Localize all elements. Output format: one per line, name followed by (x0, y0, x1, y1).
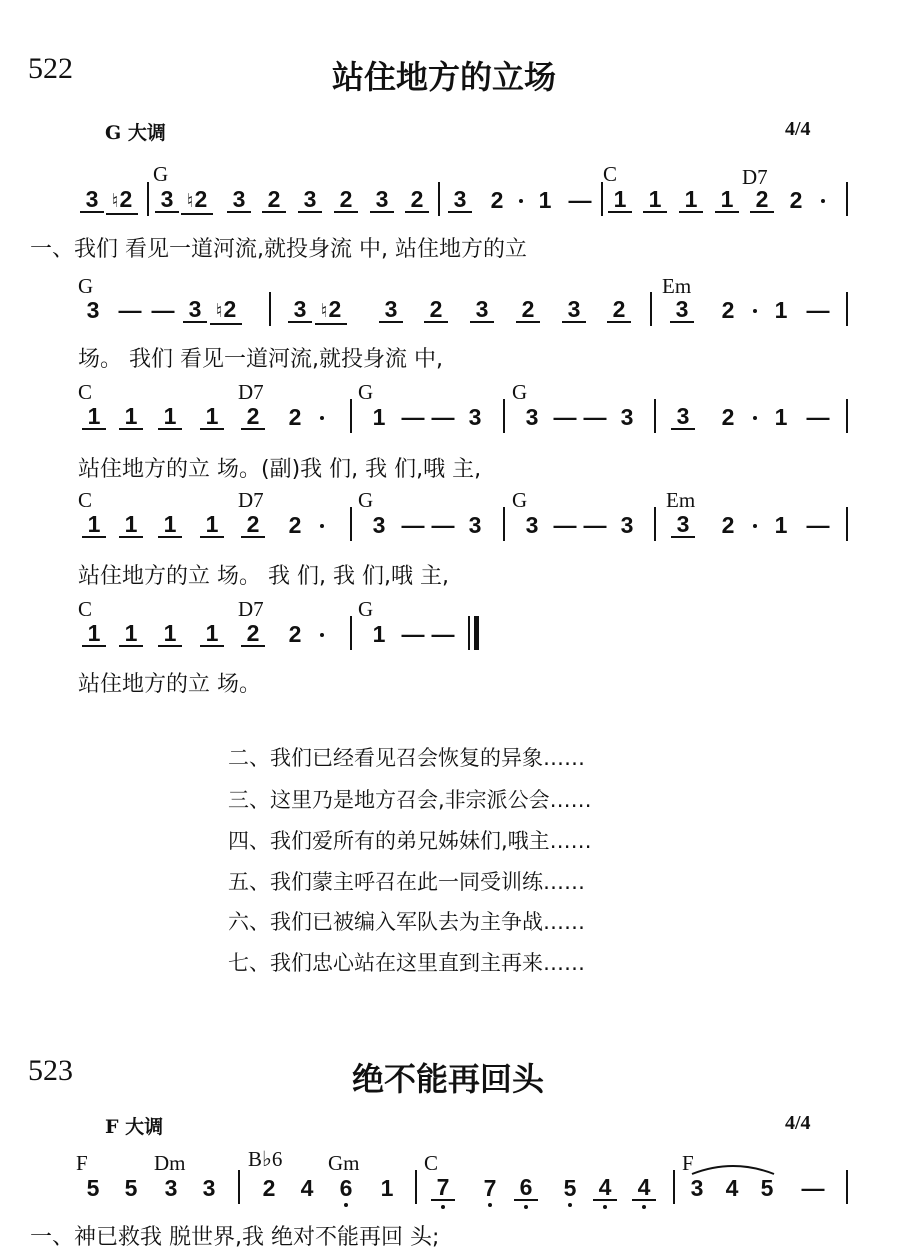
note: 3 (670, 297, 694, 323)
verse-line: 五、我们蒙主呼召在此一同受训练…… (228, 870, 585, 894)
note: 1 (200, 404, 224, 430)
note: 3 (448, 187, 472, 213)
note: 2 (490, 187, 504, 213)
chord: B♭6 (248, 1147, 283, 1171)
note: 6 (514, 1175, 538, 1201)
chord: C (78, 597, 93, 621)
low-octave-dot (642, 1205, 646, 1209)
note: 1 (119, 404, 143, 430)
chord: Dm (154, 1151, 186, 1175)
dash: — (553, 512, 577, 538)
dash: — (801, 1175, 825, 1201)
dash: — (553, 404, 577, 430)
note: 2 (789, 187, 803, 213)
note: 7 (483, 1175, 497, 1201)
barline (650, 292, 652, 326)
note: 4 (593, 1175, 617, 1201)
note: 4 (725, 1175, 739, 1201)
lyric-line: 一、神已救我 脱世界,我 绝对不能再回 头; (30, 1225, 440, 1250)
note: 3 (86, 297, 100, 323)
verse-line: 四、我们爱所有的弟兄姊妹们,哦主…… (228, 829, 592, 853)
slur-mark (690, 1160, 776, 1176)
chord: D7 (238, 597, 264, 621)
barline (350, 507, 352, 541)
chord: C (78, 380, 93, 404)
note: 3 (298, 187, 322, 213)
verse-line: 七、我们忠心站在这里直到主再来…… (228, 951, 585, 975)
note: 1 (119, 512, 143, 538)
barline (846, 399, 848, 433)
dot (753, 416, 757, 420)
barline (503, 507, 505, 541)
note: ♮2 (181, 187, 213, 215)
dash: — (431, 404, 455, 430)
dash: — (401, 621, 425, 647)
note: 2 (721, 297, 735, 323)
note: 3 (620, 404, 634, 430)
note: 1 (158, 404, 182, 430)
final-barline (474, 616, 479, 650)
note: 1 (200, 512, 224, 538)
chord: G (153, 162, 169, 186)
note: 2 (750, 187, 774, 213)
note: 5 (86, 1175, 100, 1201)
hymn-title: 绝不能再回头 (352, 1060, 545, 1098)
lyric-line: 一、我们 看见一道河流,就投身流 中, 站住地方的立 (30, 237, 527, 262)
dash: — (151, 297, 175, 323)
chord: D7 (238, 380, 264, 404)
lyric-line: 站住地方的立 场。(副)我 们, 我 们,哦 主, (78, 457, 482, 482)
dot (320, 416, 324, 420)
note: 3 (470, 297, 494, 323)
note: ♮2 (315, 297, 347, 325)
note: 2 (516, 297, 540, 323)
dot (320, 524, 324, 528)
note: 3 (525, 404, 539, 430)
note: 2 (721, 404, 735, 430)
note: 2 (424, 297, 448, 323)
note: 2 (405, 187, 429, 213)
note: 2 (262, 187, 286, 213)
chord: C (603, 162, 618, 186)
note: 3 (80, 187, 104, 213)
barline (654, 507, 656, 541)
barline (601, 182, 603, 216)
chord: D7 (238, 488, 264, 512)
note: 3 (671, 512, 695, 538)
hymn-title: 站住地方的立场 (332, 58, 557, 96)
low-octave-dot (441, 1205, 445, 1209)
chord: G (358, 488, 374, 512)
note: 6 (339, 1175, 353, 1201)
note: 5 (124, 1175, 138, 1201)
note: 1 (774, 404, 788, 430)
dot (753, 524, 757, 528)
note: 3 (227, 187, 251, 213)
note: 2 (288, 621, 302, 647)
time-signature: 4/4 (785, 1112, 811, 1134)
verse-line: 二、我们已经看见召会恢复的异象…… (228, 746, 585, 770)
note: 2 (288, 512, 302, 538)
barline (350, 399, 352, 433)
barline (147, 182, 149, 216)
barline (238, 1170, 240, 1204)
chord: Em (666, 488, 696, 512)
note: 3 (468, 404, 482, 430)
note: 1 (158, 512, 182, 538)
chord: Em (662, 274, 692, 298)
note: 3 (525, 512, 539, 538)
barline (503, 399, 505, 433)
note: 2 (721, 512, 735, 538)
note: 5 (563, 1175, 577, 1201)
barline (846, 1170, 848, 1204)
low-octave-dot (488, 1203, 492, 1207)
chord: F (682, 1151, 694, 1175)
dot (753, 309, 757, 313)
dash: — (118, 297, 142, 323)
note: 3 (671, 404, 695, 430)
note: 1 (82, 621, 106, 647)
dash: — (583, 512, 607, 538)
dot (320, 633, 324, 637)
note: 3 (562, 297, 586, 323)
note: 3 (183, 297, 207, 323)
note: 3 (379, 297, 403, 323)
note: 7 (431, 1175, 455, 1201)
dash: — (806, 404, 830, 430)
note: 1 (715, 187, 739, 213)
time-signature: 4/4 (785, 118, 811, 140)
note: 3 (468, 512, 482, 538)
dash: — (401, 512, 425, 538)
dash: — (568, 187, 592, 213)
note: 1 (119, 621, 143, 647)
barline (350, 616, 352, 650)
barline (846, 182, 848, 216)
barline (673, 1170, 675, 1204)
low-octave-dot (344, 1203, 348, 1207)
note: 3 (288, 297, 312, 323)
note: 1 (608, 187, 632, 213)
lyric-line: 站住地方的立 场。 (78, 672, 261, 697)
chord: C (424, 1151, 439, 1175)
low-octave-dot (568, 1203, 572, 1207)
chord: C (78, 488, 93, 512)
barline (846, 292, 848, 326)
note: 3 (164, 1175, 178, 1201)
dot (821, 199, 825, 203)
note: 1 (158, 621, 182, 647)
chord: G (78, 274, 94, 298)
note: 3 (155, 187, 179, 213)
barline (415, 1170, 417, 1204)
key-signature: G 大调 (105, 122, 166, 144)
note: 2 (241, 512, 265, 538)
dash: — (431, 512, 455, 538)
barline (846, 507, 848, 541)
note: 1 (372, 404, 386, 430)
dash: — (401, 404, 425, 430)
note: 1 (82, 512, 106, 538)
chord: F (76, 1151, 88, 1175)
key-signature: F 大调 (105, 1116, 164, 1138)
note: 1 (380, 1175, 394, 1201)
chord: G (358, 597, 374, 621)
barline (654, 399, 656, 433)
note: 1 (200, 621, 224, 647)
note: 3 (690, 1175, 704, 1201)
note: 2 (262, 1175, 276, 1201)
note: 5 (760, 1175, 774, 1201)
barline (269, 292, 271, 326)
chord: G (512, 488, 528, 512)
note: 3 (620, 512, 634, 538)
note: 1 (643, 187, 667, 213)
note: 3 (370, 187, 394, 213)
note: 2 (241, 404, 265, 430)
dash: — (431, 621, 455, 647)
note: 2 (334, 187, 358, 213)
note: 4 (300, 1175, 314, 1201)
note: 1 (679, 187, 703, 213)
note: 4 (632, 1175, 656, 1201)
note: 1 (372, 621, 386, 647)
hymn-number: 522 (28, 52, 73, 85)
lyric-line: 站住地方的立 场。 我 们, 我 们,哦 主, (78, 564, 449, 589)
chord: G (358, 380, 374, 404)
low-octave-dot (603, 1205, 607, 1209)
barline (438, 182, 440, 216)
note: 2 (607, 297, 631, 323)
note: 1 (774, 512, 788, 538)
note: 1 (82, 404, 106, 430)
note: ♮2 (106, 187, 138, 215)
note: 3 (372, 512, 386, 538)
dash: — (806, 297, 830, 323)
note: 3 (202, 1175, 216, 1201)
lyric-line: 场。 我们 看见一道河流,就投身流 中, (78, 347, 443, 372)
dot (519, 199, 523, 203)
chord: G (512, 380, 528, 404)
note: 1 (538, 187, 552, 213)
low-octave-dot (524, 1205, 528, 1209)
note: 1 (774, 297, 788, 323)
note: 2 (288, 404, 302, 430)
dash: — (806, 512, 830, 538)
verse-line: 六、我们已被编入军队去为主争战…… (228, 910, 585, 934)
final-barline (468, 616, 470, 650)
hymn-number: 523 (28, 1054, 73, 1087)
note: 2 (241, 621, 265, 647)
dash: — (583, 404, 607, 430)
chord: D7 (742, 165, 768, 189)
verse-line: 三、这里乃是地方召会,非宗派公会…… (228, 788, 592, 812)
chord: Gm (328, 1151, 360, 1175)
note: ♮2 (210, 297, 242, 325)
